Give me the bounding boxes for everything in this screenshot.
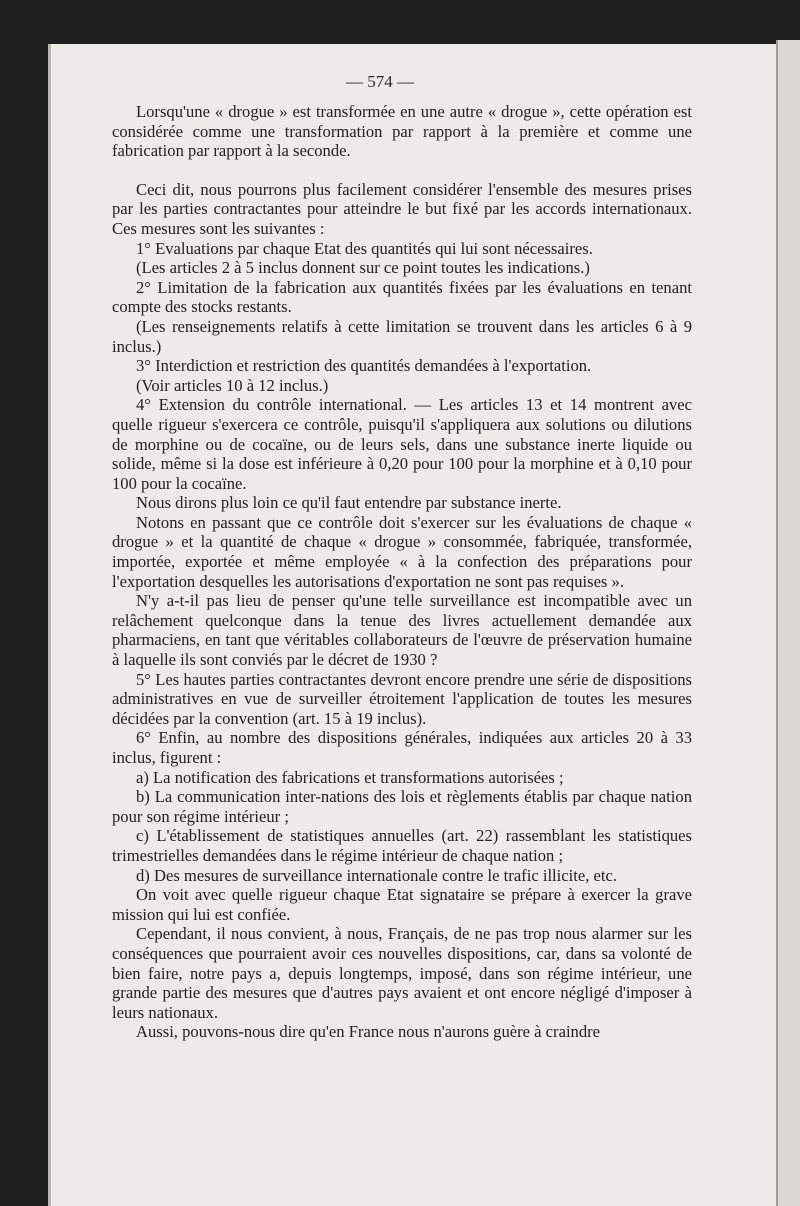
paragraph: (Les articles 2 à 5 inclus donnent sur ce point toutes les indications.) xyxy=(136,258,590,278)
paragraph: Cependant, il nous convient, à nous, Français, de ne pas trop nous alarmer sur les conséquences que pourraient avoir ces nouvelles dispositions, car, dans sa volonté de bien faire, notre pays a, depuis longtemps, imposé, dans son régime intérieur, une grande partie des mesures que d'autres pays avaient et ont encore négligé d'imposer à leurs nationaux. xyxy=(112,924,692,1022)
paragraph: N'y a-t-il pas lieu de penser qu'une telle surveillance est incompatible avec un relâchement quelconque dans la tenue des livres actuellement demandée aux pharmaciens, en tant que véritables collaborateurs de l'œuvre de préservation humaine à laquelle ils sont conviés par le décret de 1930 ? xyxy=(112,591,692,670)
sub-item: a) La notification des fabrications et transformations autorisées ; xyxy=(136,767,564,787)
list-item: 1° Evaluations par chaque Etat des quantités qui lui sont nécessaires. xyxy=(136,238,593,258)
paragraph: (Voir articles 10 à 12 inclus.) xyxy=(136,375,329,395)
list-item: 6° Enfin, au nombre des dispositions générales, indiquées aux articles 20 à 33 inclus, figurent : xyxy=(112,728,692,767)
paragraph: Lorsqu'une « drogue » est transformée en une autre « drogue », cette opération est considérée comme une transformation par rapport à la première et comme une fabrication par rapport à la seconde. xyxy=(112,102,692,161)
list-item: 2° Limitation de la fabrication aux quantités fixées par les évaluations en tenant compte des stocks restants. xyxy=(112,277,692,317)
sub-item: b) La communication inter-nations des lois et règlements établis par chaque nation pour son régime intérieur ; xyxy=(112,787,692,826)
sub-item: c) L'établissement de statistiques annuelles (art. 22) rassemblant les statistiques trimestrielles demandées dans le régime intérieur de chaque nation ; xyxy=(112,826,692,865)
list-item: 5° Les hautes parties contractantes devront encore prendre une série de dispositions administratives en vue de surveiller étroitement l'application de toutes les mesures décidées par la convention (art. 15 à 19 inclus). xyxy=(112,669,692,728)
list-item: 3° Interdiction et restriction des quantités demandées à l'exportation. xyxy=(136,356,592,376)
paragraph: Aussi, pouvons-nous dire qu'en France nous n'aurons guère à craindre xyxy=(136,1022,601,1042)
book-spine xyxy=(776,40,800,1206)
paragraph: Ceci dit, nous pourrons plus facilement considérer l'ensemble des mesures prises par les parties contractantes pour atteindre le but fixé par les accords internationaux. Ces mesures sont les suivantes : xyxy=(112,179,692,238)
page-body xyxy=(112,102,692,1042)
paragraph: On voit avec quelle rigueur chaque Etat signataire se prépare à exercer la grave mission qui lui est confiée. xyxy=(112,885,692,924)
paragraph: (Les renseignements relatifs à cette limitation se trouvent dans les articles 6 à 9 inclus.) xyxy=(112,316,692,356)
list-item: 4° Extension du contrôle international. — Les articles 13 et 14 montrent avec quelle rigueur s'exercera ce contrôle, puisqu'il s'appliquera aux solutions ou dilutions de morphine ou de cocaïne, ou de leurs sels, dans une substance inerte liquide ou solide, même si la dose est inférieure à 0,20 pour 100 pour la morphine et à 0,10 pour 100 pour la cocaïne. xyxy=(112,395,692,493)
page-number: — 574 — xyxy=(346,72,414,91)
sub-item: d) Des mesures de surveillance internationale contre le trafic illicite, etc. xyxy=(136,865,618,885)
paragraph: Nous dirons plus loin ce qu'il faut entendre par substance inerte. xyxy=(136,493,562,513)
paragraph: Notons en passant que ce contrôle doit s'exercer sur les évaluations de chaque « drogue » et la quantité de chaque « drogue » consommée, fabriquée, transformée, importée, exportée et même employée « à la confection des préparations pour l'exportation desquelles les autorisations d'exportation ne sont pas requises ». xyxy=(112,512,692,591)
